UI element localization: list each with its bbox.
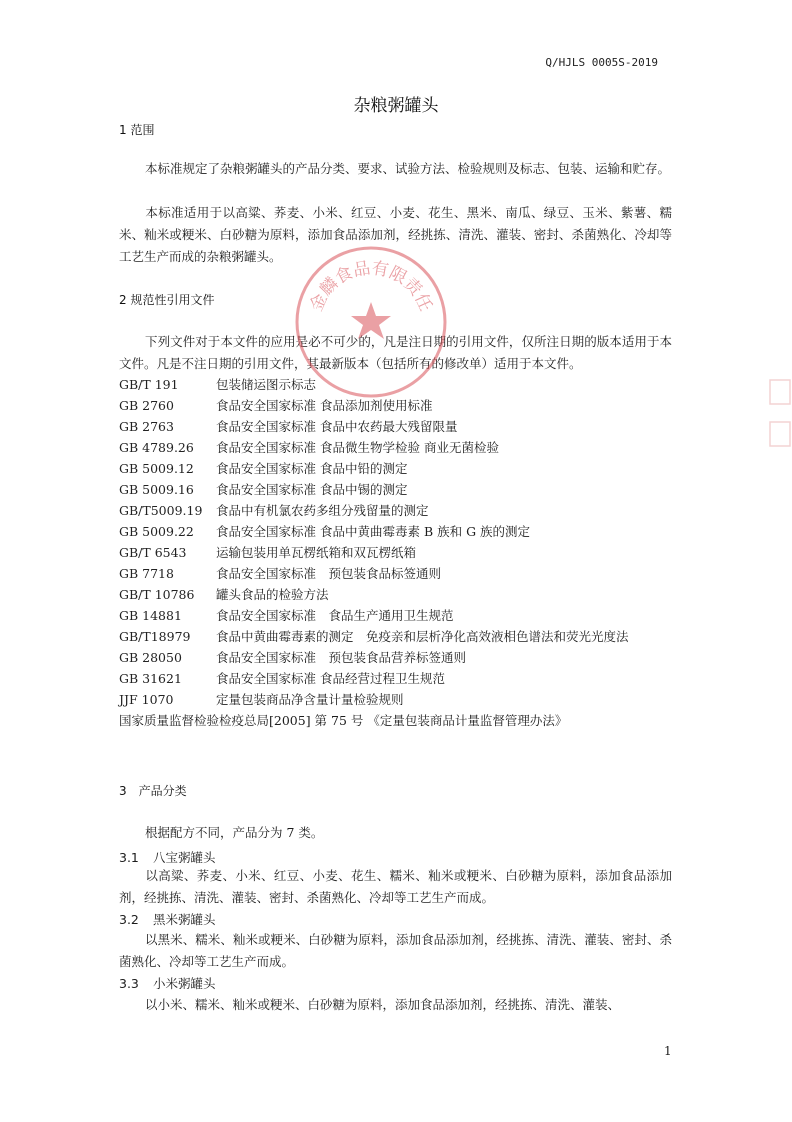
document-code: Q/HJLS 0005S-2019: [545, 56, 658, 69]
reference-code: GB/T5009.19: [119, 503, 203, 518]
section-3-intro-text: 根据配方不同，产品分为 7 类。: [145, 825, 324, 840]
subsection-title: 小米粥罐头: [153, 976, 216, 991]
document-title: 杂粮粥罐头: [353, 96, 439, 116]
company-seal-icon: [293, 244, 449, 400]
section-2-intro-text: 下列文件对于本文件的应用是必不可少的，凡是注日期的引用文件，仅所注日期的版本适用于本文件。凡是不注日期的引用文件，其最新版本（包括所有的修改单）适用于本文件。: [119, 334, 672, 371]
reference-title: 食品安全国家标准 预包装食品营养标签通则: [216, 650, 467, 665]
subsection-heading: [119, 910, 216, 928]
reference-row: [119, 479, 679, 500]
reference-title: 食品中黄曲霉毒素的测定 免疫亲和层析净化高效液相色谱法和荧光光度法: [216, 629, 629, 644]
reference-list: [119, 374, 679, 731]
reference-code: GB 5009.16: [119, 482, 194, 497]
reference-row: [119, 542, 679, 563]
reference-code: GB/T 10786: [119, 587, 195, 602]
subsection-text: [119, 929, 672, 973]
subsection-text-content: 以黑米、糯米、籼米或粳米、白砂糖为原料，添加食品添加剂，经挑拣、清洗、灌装、密封、杀菌熟化、冷却等工艺生产而成。: [119, 932, 672, 969]
subsection-number: 3.3: [119, 976, 139, 991]
reference-code: GB 5009.12: [119, 461, 194, 476]
section-3-heading: 3 产品分类: [119, 784, 187, 798]
reference-code: GB/T18979: [119, 629, 191, 644]
reference-title: 定量包装商品净含量计量检验规则: [216, 692, 404, 707]
reference-title: 食品安全国家标准 食品中铅的测定: [216, 461, 408, 476]
reference-code: GB 31621: [119, 671, 182, 686]
reference-row: [119, 584, 679, 605]
reference-extra: 国家质量监督检验检疫总局[2005] 第 75 号 《定量包装商品计量监督管理办法》: [119, 713, 568, 728]
subsection-title: 黑米粥罐头: [153, 912, 216, 927]
subsection-heading: [119, 848, 216, 866]
reference-row: [119, 521, 679, 542]
seal-text: 金麟食品有限责任: [306, 258, 436, 315]
section-1-heading: 1 范围: [119, 123, 155, 137]
section-1-paragraph-1: [119, 158, 672, 180]
reference-row: [119, 647, 679, 668]
reference-title: 食品中有机氯农药多组分残留量的测定: [216, 503, 429, 518]
section-1-paragraph-1-text: 本标准规定了杂粮粥罐头的产品分类、要求、试验方法、检验规则及标志、包装、运输和贮存。: [145, 161, 671, 176]
subsection-number: 3.1: [119, 850, 139, 865]
edge-seal-fragment-icon: [768, 372, 792, 467]
reference-row: [119, 668, 679, 689]
reference-title: 包装储运图示标志: [216, 377, 317, 392]
reference-title: 食品安全国家标准 预包装食品标签通则: [216, 566, 442, 581]
section-1-paragraph-2-text: 本标准适用于以高粱、荞麦、小米、红豆、小麦、花生、黑米、南瓜、绿豆、玉米、紫薯、糯米、籼米或粳米、白砂糖为原料，添加食品添加剂，经挑拣、清洗、灌装、密封、杀菌熟化、冷却等工艺生产而成的杂粮粥罐头。: [119, 205, 672, 264]
subsection-number: 3.2: [119, 912, 139, 927]
reference-row: [119, 626, 679, 647]
reference-code: GB 2760: [119, 398, 174, 413]
reference-row: [119, 500, 679, 521]
reference-code: GB 7718: [119, 566, 174, 581]
reference-code: GB 5009.22: [119, 524, 194, 539]
reference-title: 运输包装用单瓦楞纸箱和双瓦楞纸箱: [216, 545, 417, 560]
subsection-title: 八宝粥罐头: [153, 850, 216, 865]
reference-row: [119, 689, 679, 710]
reference-code: GB 28050: [119, 650, 182, 665]
subsection-text-content: 以小米、糯米、籼米或粳米、白砂糖为原料，添加食品添加剂，经挑拣、清洗、灌装、: [145, 997, 621, 1012]
reference-code: JJF 1070: [119, 692, 174, 707]
reference-title: 罐头食品的检验方法: [216, 587, 329, 602]
section-3-intro: [119, 822, 672, 844]
subsection-heading: [119, 974, 216, 992]
reference-title: 食品安全国家标准 食品中锡的测定: [216, 482, 408, 497]
reference-title: 食品安全国家标准 食品添加剂使用标准: [216, 398, 433, 413]
reference-code: GB 2763: [119, 419, 174, 434]
reference-row: [119, 416, 679, 437]
reference-row: [119, 563, 679, 584]
reference-code: GB/T 191: [119, 377, 179, 392]
reference-title: 食品安全国家标准 食品中黄曲霉毒素 B 族和 G 族的测定: [216, 524, 531, 539]
reference-title: 食品安全国家标准 食品生产通用卫生规范: [216, 608, 454, 623]
reference-code: GB 4789.26: [119, 440, 194, 455]
reference-row: [119, 437, 679, 458]
reference-title: 食品安全国家标准 食品微生物学检验 商业无菌检验: [216, 440, 499, 455]
subsection-text-content: 以高粱、荞麦、小米、红豆、小麦、花生、糯米、籼米或粳米、白砂糖为原料，添加食品添加剂，经挑拣、清洗、灌装、密封、杀菌熟化、冷却等工艺生产而成。: [119, 868, 672, 905]
section-2-heading: 2 规范性引用文件: [119, 293, 215, 307]
reference-title: 食品安全国家标准 食品中农药最大残留限量: [216, 419, 458, 434]
reference-row: [119, 605, 679, 626]
reference-row: [119, 458, 679, 479]
reference-title: 食品安全国家标准 食品经营过程卫生规范: [216, 671, 445, 686]
reference-code: GB 14881: [119, 608, 182, 623]
subsection-text: [119, 865, 672, 909]
reference-code: GB/T 6543: [119, 545, 187, 560]
subsection-text: [119, 994, 672, 1016]
page-number: 1: [664, 1044, 672, 1058]
